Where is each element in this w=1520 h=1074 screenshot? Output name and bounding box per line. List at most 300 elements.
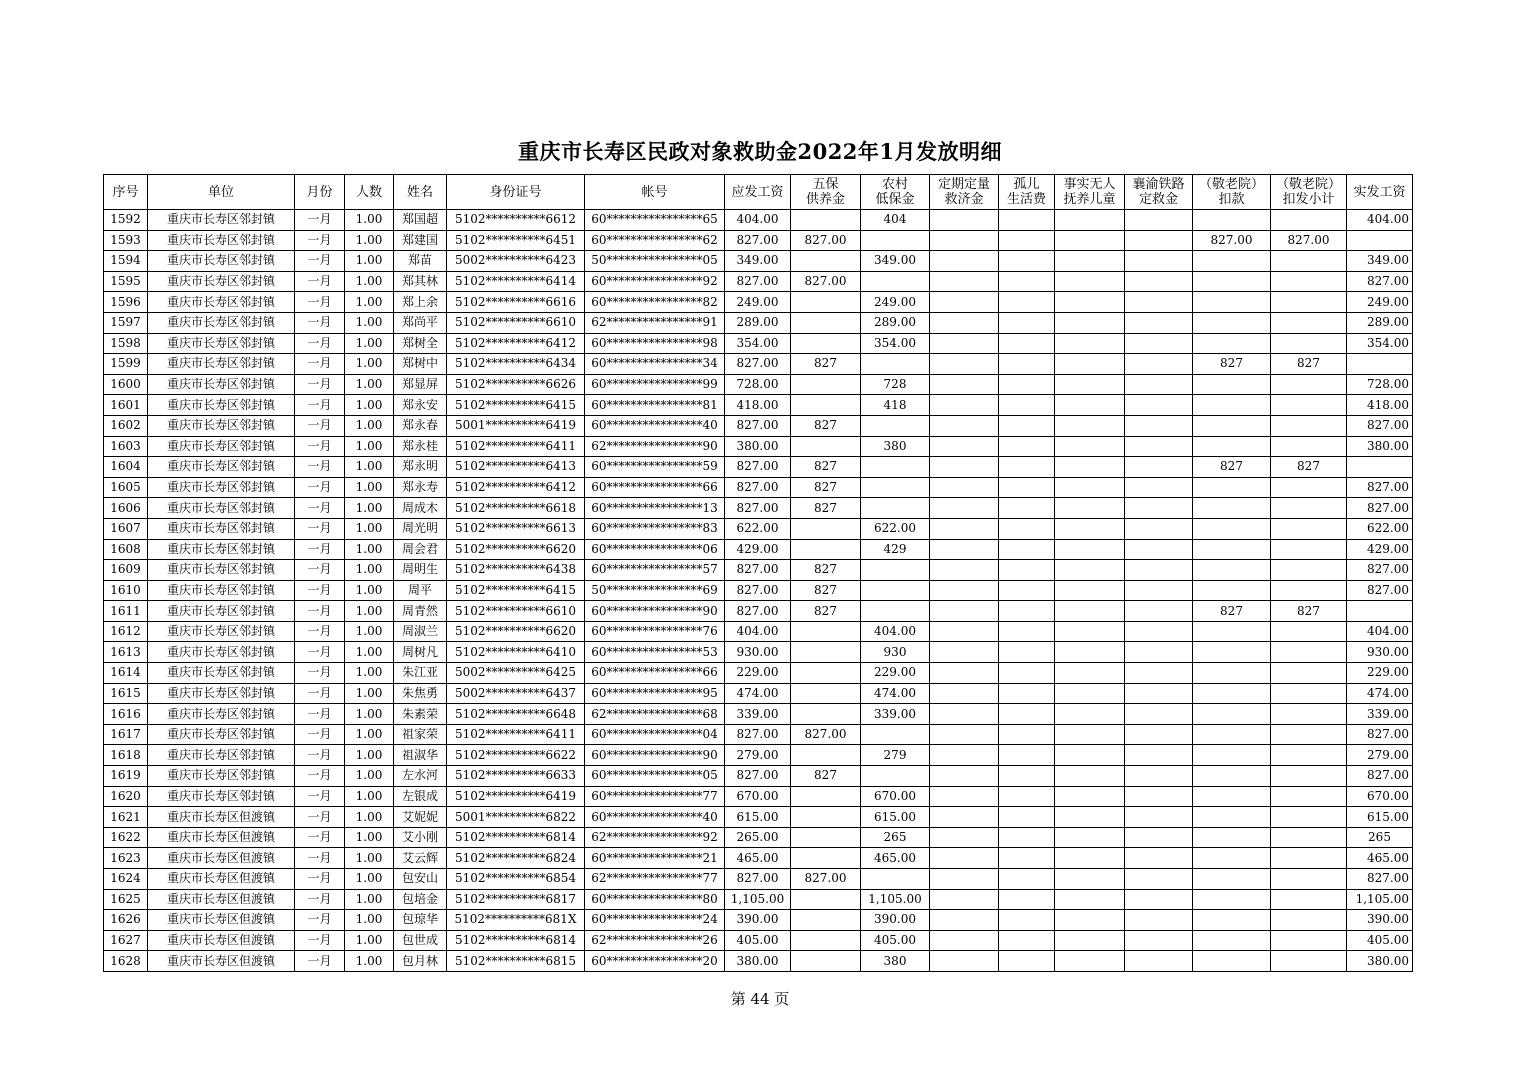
table-cell (999, 786, 1055, 807)
table-row (104, 498, 1413, 519)
table-cell: 429 (861, 539, 930, 560)
table-cell (1055, 601, 1125, 622)
table-cell (930, 621, 999, 642)
table-cell: 405.00 (861, 930, 930, 951)
table-cell: 周光明 (394, 518, 447, 539)
table-cell (930, 354, 999, 375)
table-cell: 5102**********6412 (447, 333, 585, 354)
table-cell (1271, 766, 1347, 787)
table-cell (999, 745, 1055, 766)
table-cell (1271, 807, 1347, 828)
table-cell: 5102**********6411 (447, 724, 585, 745)
table-cell: 郑永春 (394, 415, 447, 436)
table-cell (1271, 477, 1347, 498)
table-cell: 289.00 (861, 312, 930, 333)
table-cell: 1.00 (345, 415, 394, 436)
table-cell: 1.00 (345, 621, 394, 642)
table-cell: 827.00 (791, 869, 861, 890)
table-cell: 1622 (104, 827, 148, 848)
table-row (104, 766, 1413, 787)
table-cell: 一月 (295, 869, 345, 890)
table-cell (791, 807, 861, 828)
table-cell: 474.00 (861, 683, 930, 704)
table-cell: 1.00 (345, 580, 394, 601)
table-cell: 827.00 (725, 230, 791, 251)
table-cell (1055, 354, 1125, 375)
table-cell: 265 (1347, 827, 1413, 848)
table-cell: 728.00 (1347, 374, 1413, 395)
table-cell (1271, 292, 1347, 313)
table-cell: 5102**********6618 (447, 498, 585, 519)
table-cell: 一月 (295, 333, 345, 354)
table-cell: 重庆市长寿区邻封镇 (148, 663, 295, 684)
table-cell: 1599 (104, 354, 148, 375)
table-cell (1055, 333, 1125, 354)
table-cell: 重庆市长寿区邻封镇 (148, 642, 295, 663)
table-cell (1055, 580, 1125, 601)
table-cell (999, 580, 1055, 601)
table-cell: 一月 (295, 621, 345, 642)
table-cell (861, 498, 930, 519)
table-cell: 一月 (295, 724, 345, 745)
table-cell: 60****************53 (585, 642, 725, 663)
table-cell: 一月 (295, 642, 345, 663)
table-cell: 60****************95 (585, 683, 725, 704)
table-cell: 827.00 (791, 724, 861, 745)
table-cell: 5102**********6824 (447, 848, 585, 869)
table-cell: 60****************62 (585, 230, 725, 251)
table-cell: 827.00 (1347, 498, 1413, 519)
table-cell: 祖家荣 (394, 724, 447, 745)
table-cell (1193, 498, 1271, 519)
table-cell: 1611 (104, 601, 148, 622)
table-row (104, 745, 1413, 766)
table-cell: 1.00 (345, 889, 394, 910)
table-cell: 827.00 (1347, 766, 1413, 787)
table-cell: 重庆市长寿区邻封镇 (148, 251, 295, 272)
table-cell: 229.00 (861, 663, 930, 684)
table-cell (930, 230, 999, 251)
table-cell: 朱素荣 (394, 704, 447, 725)
column-header: 襄渝铁路 定救金 (1125, 175, 1193, 210)
table-cell: 62****************68 (585, 704, 725, 725)
table-cell (861, 271, 930, 292)
table-cell (1125, 539, 1193, 560)
table-cell: 周树凡 (394, 642, 447, 663)
table-cell: 5102**********6451 (447, 230, 585, 251)
table-cell (1193, 395, 1271, 416)
table-cell (1125, 498, 1193, 519)
table-cell: 827.00 (725, 477, 791, 498)
table-cell (930, 827, 999, 848)
table-cell: 1605 (104, 477, 148, 498)
table-cell: 1612 (104, 621, 148, 642)
table-cell (1055, 910, 1125, 931)
table-cell: 622.00 (725, 518, 791, 539)
table-cell (791, 910, 861, 931)
table-cell (1271, 436, 1347, 457)
table-row (104, 601, 1413, 622)
table-cell: 5102**********6415 (447, 580, 585, 601)
table-cell: 一月 (295, 580, 345, 601)
table-cell: 827 (791, 498, 861, 519)
table-cell (1055, 869, 1125, 890)
table-cell (1125, 951, 1193, 972)
table-cell: 1609 (104, 560, 148, 581)
table-cell (930, 395, 999, 416)
table-cell (930, 642, 999, 663)
table-cell: 5102**********6411 (447, 436, 585, 457)
table-cell: 1595 (104, 271, 148, 292)
table-cell (930, 518, 999, 539)
table-cell (1055, 683, 1125, 704)
table-cell: 249.00 (861, 292, 930, 313)
table-cell (1271, 415, 1347, 436)
table-cell: 380.00 (1347, 436, 1413, 457)
table-cell: 5002**********6425 (447, 663, 585, 684)
table-cell: 1598 (104, 333, 148, 354)
table-cell (999, 292, 1055, 313)
table-cell: 827 (1271, 457, 1347, 478)
table-cell (1125, 395, 1193, 416)
table-cell: 1608 (104, 539, 148, 560)
column-header: 孤儿 生活费 (999, 175, 1055, 210)
table-cell: 827.00 (725, 415, 791, 436)
table-cell (930, 766, 999, 787)
table-cell: 周淑兰 (394, 621, 447, 642)
table-row (104, 292, 1413, 313)
table-cell: 404.00 (861, 621, 930, 642)
table-cell (1193, 436, 1271, 457)
table-cell: 一月 (295, 210, 345, 231)
table-cell (1271, 312, 1347, 333)
table-cell: 349.00 (861, 251, 930, 272)
table-cell: 380 (861, 436, 930, 457)
table-cell: 60****************04 (585, 724, 725, 745)
table-cell: 1628 (104, 951, 148, 972)
table-row (104, 951, 1413, 972)
table-cell: 50****************05 (585, 251, 725, 272)
table-cell: 1615 (104, 683, 148, 704)
table-row (104, 580, 1413, 601)
table-cell (861, 724, 930, 745)
table-cell (930, 415, 999, 436)
table-row (104, 642, 1413, 663)
table-cell: 60****************77 (585, 786, 725, 807)
table-cell: 429.00 (1347, 539, 1413, 560)
table-cell: 一月 (295, 498, 345, 519)
table-cell (999, 251, 1055, 272)
table-cell (791, 539, 861, 560)
table-cell (1347, 457, 1413, 478)
table-cell (1193, 663, 1271, 684)
table-cell (930, 663, 999, 684)
table-cell (1055, 827, 1125, 848)
table-cell (930, 724, 999, 745)
table-row (104, 786, 1413, 807)
table-cell: 930 (861, 642, 930, 663)
table-cell: 60****************65 (585, 210, 725, 231)
table-cell: 重庆市长寿区邻封镇 (148, 724, 295, 745)
column-header: 五保 供养金 (791, 175, 861, 210)
table-cell (791, 518, 861, 539)
table-cell (1055, 271, 1125, 292)
table-cell: 1596 (104, 292, 148, 313)
table-cell: 一月 (295, 560, 345, 581)
page-number: 第 44 页 (730, 990, 790, 1008)
table-cell: 一月 (295, 601, 345, 622)
table-cell (1271, 951, 1347, 972)
table-cell (930, 210, 999, 231)
table-cell (861, 457, 930, 478)
table-cell: 827.00 (725, 724, 791, 745)
table-cell: 5102**********6817 (447, 889, 585, 910)
table-cell: 一月 (295, 395, 345, 416)
table-cell: 1.00 (345, 848, 394, 869)
table-cell: 重庆市长寿区但渡镇 (148, 827, 295, 848)
table-cell: 60****************06 (585, 539, 725, 560)
table-cell (930, 930, 999, 951)
table-cell (1193, 312, 1271, 333)
table-row (104, 436, 1413, 457)
table-cell (1055, 642, 1125, 663)
table-cell: 重庆市长寿区邻封镇 (148, 312, 295, 333)
table-row (104, 415, 1413, 436)
table-cell: 827 (1193, 601, 1271, 622)
table-cell (999, 210, 1055, 231)
table-cell: 一月 (295, 436, 345, 457)
table-row (104, 621, 1413, 642)
table-cell: 一月 (295, 910, 345, 931)
table-cell (930, 333, 999, 354)
table-cell (791, 745, 861, 766)
table-cell: 1.00 (345, 766, 394, 787)
table-cell (930, 580, 999, 601)
table-cell (1271, 930, 1347, 951)
table-cell: 重庆市长寿区邻封镇 (148, 374, 295, 395)
table-cell: 5102**********6620 (447, 539, 585, 560)
table-cell (1055, 786, 1125, 807)
table-cell: 包培金 (394, 889, 447, 910)
table-cell: 一月 (295, 292, 345, 313)
table-cell (1271, 518, 1347, 539)
table-cell (1125, 704, 1193, 725)
table-cell (999, 889, 1055, 910)
table-cell (999, 827, 1055, 848)
table-cell: 827 (1271, 601, 1347, 622)
table-cell: 郑永桂 (394, 436, 447, 457)
table-cell (999, 436, 1055, 457)
table-row (104, 457, 1413, 478)
table-cell (861, 580, 930, 601)
table-cell (1271, 683, 1347, 704)
table-cell: 60****************82 (585, 292, 725, 313)
table-cell: 1617 (104, 724, 148, 745)
table-cell: 670.00 (1347, 786, 1413, 807)
table-cell: 1.00 (345, 333, 394, 354)
table-cell (861, 560, 930, 581)
table-cell: 重庆市长寿区邻封镇 (148, 457, 295, 478)
table-row (104, 477, 1413, 498)
table-cell: 60****************40 (585, 415, 725, 436)
table-cell: 1.00 (345, 477, 394, 498)
table-cell (1271, 374, 1347, 395)
table-cell (1193, 374, 1271, 395)
table-cell (1055, 745, 1125, 766)
table-cell: 一月 (295, 848, 345, 869)
table-cell: 重庆市长寿区邻封镇 (148, 745, 295, 766)
table-cell: 包月林 (394, 951, 447, 972)
column-header: 定期定量 救济金 (930, 175, 999, 210)
table-cell (1271, 333, 1347, 354)
table-cell: 一月 (295, 518, 345, 539)
table-cell: 62****************91 (585, 312, 725, 333)
table-cell (930, 312, 999, 333)
table-cell (1125, 786, 1193, 807)
table-cell: 1.00 (345, 704, 394, 725)
table-cell (1271, 395, 1347, 416)
table-cell: 1.00 (345, 354, 394, 375)
table-cell: 60****************34 (585, 354, 725, 375)
table-cell: 60****************40 (585, 807, 725, 828)
table-cell: 周青然 (394, 601, 447, 622)
table-cell: 670.00 (725, 786, 791, 807)
table-row (104, 539, 1413, 560)
table-cell: 60****************21 (585, 848, 725, 869)
table-cell: 5102**********6633 (447, 766, 585, 787)
table-cell: 1,105.00 (861, 889, 930, 910)
table-cell: 重庆市长寿区但渡镇 (148, 889, 295, 910)
table-cell: 930.00 (1347, 642, 1413, 663)
table-cell: 艾妮妮 (394, 807, 447, 828)
table-cell: 60****************24 (585, 910, 725, 931)
table-cell: 60****************66 (585, 477, 725, 498)
table-cell: 1606 (104, 498, 148, 519)
column-header: 身份证号 (447, 175, 585, 210)
table-cell: 1597 (104, 312, 148, 333)
table-cell: 1.00 (345, 807, 394, 828)
table-cell: 62****************90 (585, 436, 725, 457)
table-cell: 5102**********6414 (447, 271, 585, 292)
table-cell: 405.00 (725, 930, 791, 951)
table-cell: 1592 (104, 210, 148, 231)
table-cell (930, 601, 999, 622)
table-cell (1193, 910, 1271, 931)
table-cell (999, 601, 1055, 622)
table-cell: 周明生 (394, 560, 447, 581)
table-cell: 404.00 (725, 621, 791, 642)
table-cell: 重庆市长寿区邻封镇 (148, 395, 295, 416)
table-row (104, 930, 1413, 951)
table-cell: 郑永安 (394, 395, 447, 416)
table-cell: 249.00 (1347, 292, 1413, 313)
table-cell (930, 477, 999, 498)
table-cell (1193, 518, 1271, 539)
table-cell: 朱焦勇 (394, 683, 447, 704)
table-cell (791, 663, 861, 684)
table-cell: 重庆市长寿区邻封镇 (148, 436, 295, 457)
table-cell (999, 457, 1055, 478)
table-cell: 465.00 (725, 848, 791, 869)
table-cell (1193, 210, 1271, 231)
table-cell: 左水河 (394, 766, 447, 787)
table-cell: 一月 (295, 889, 345, 910)
table-cell (1271, 663, 1347, 684)
table-cell: 827.00 (725, 766, 791, 787)
table-cell (1055, 312, 1125, 333)
table-cell: 一月 (295, 745, 345, 766)
table-cell (999, 704, 1055, 725)
table-cell (1055, 724, 1125, 745)
table-cell: 一月 (295, 951, 345, 972)
table-cell: 重庆市长寿区邻封镇 (148, 683, 295, 704)
table-cell: 62****************92 (585, 827, 725, 848)
table-cell (1193, 477, 1271, 498)
table-cell: 60****************80 (585, 889, 725, 910)
table-cell: 827.00 (1347, 415, 1413, 436)
table-cell (1193, 930, 1271, 951)
table-cell: 重庆市长寿区邻封镇 (148, 560, 295, 581)
table-cell: 1.00 (345, 292, 394, 313)
table-cell: 1.00 (345, 745, 394, 766)
table-cell: 郑苗 (394, 251, 447, 272)
table-cell: 重庆市长寿区邻封镇 (148, 292, 295, 313)
table-cell: 380.00 (1347, 951, 1413, 972)
table-cell: 289.00 (1347, 312, 1413, 333)
table-cell (1125, 271, 1193, 292)
table-cell (1271, 827, 1347, 848)
table-cell: 429.00 (725, 539, 791, 560)
column-header: 农村 低保金 (861, 175, 930, 210)
table-cell: 390.00 (725, 910, 791, 931)
column-header: 应发工资 (725, 175, 791, 210)
table-cell (1125, 869, 1193, 890)
table-cell: 827.00 (1347, 477, 1413, 498)
table-cell: 279 (861, 745, 930, 766)
table-cell: 5102**********6413 (447, 457, 585, 478)
table-cell: 1618 (104, 745, 148, 766)
table-cell: 279.00 (1347, 745, 1413, 766)
column-header: （敬老院） 扣款 (1193, 175, 1271, 210)
table-cell: 重庆市长寿区邻封镇 (148, 230, 295, 251)
table-cell: 827 (791, 457, 861, 478)
table-cell (1055, 292, 1125, 313)
table-cell: 重庆市长寿区邻封镇 (148, 271, 295, 292)
table-cell: 1594 (104, 251, 148, 272)
table-cell: 728 (861, 374, 930, 395)
table-cell (791, 683, 861, 704)
table-cell (1193, 704, 1271, 725)
table-cell: 1.00 (345, 498, 394, 519)
table-cell: 郑永寿 (394, 477, 447, 498)
table-cell (1193, 848, 1271, 869)
table-cell (1055, 210, 1125, 231)
table-cell: 827.00 (725, 560, 791, 581)
table-cell: 5102**********681X (447, 910, 585, 931)
table-cell: 1601 (104, 395, 148, 416)
table-cell (930, 436, 999, 457)
table-cell (791, 292, 861, 313)
table-cell: 1607 (104, 518, 148, 539)
table-cell: 827 (1271, 354, 1347, 375)
table-cell (1125, 601, 1193, 622)
table-cell: 354.00 (1347, 333, 1413, 354)
table-cell: 重庆市长寿区但渡镇 (148, 869, 295, 890)
table-cell: 一月 (295, 683, 345, 704)
table-cell (1271, 910, 1347, 931)
table-row (104, 333, 1413, 354)
table-cell: 一月 (295, 704, 345, 725)
